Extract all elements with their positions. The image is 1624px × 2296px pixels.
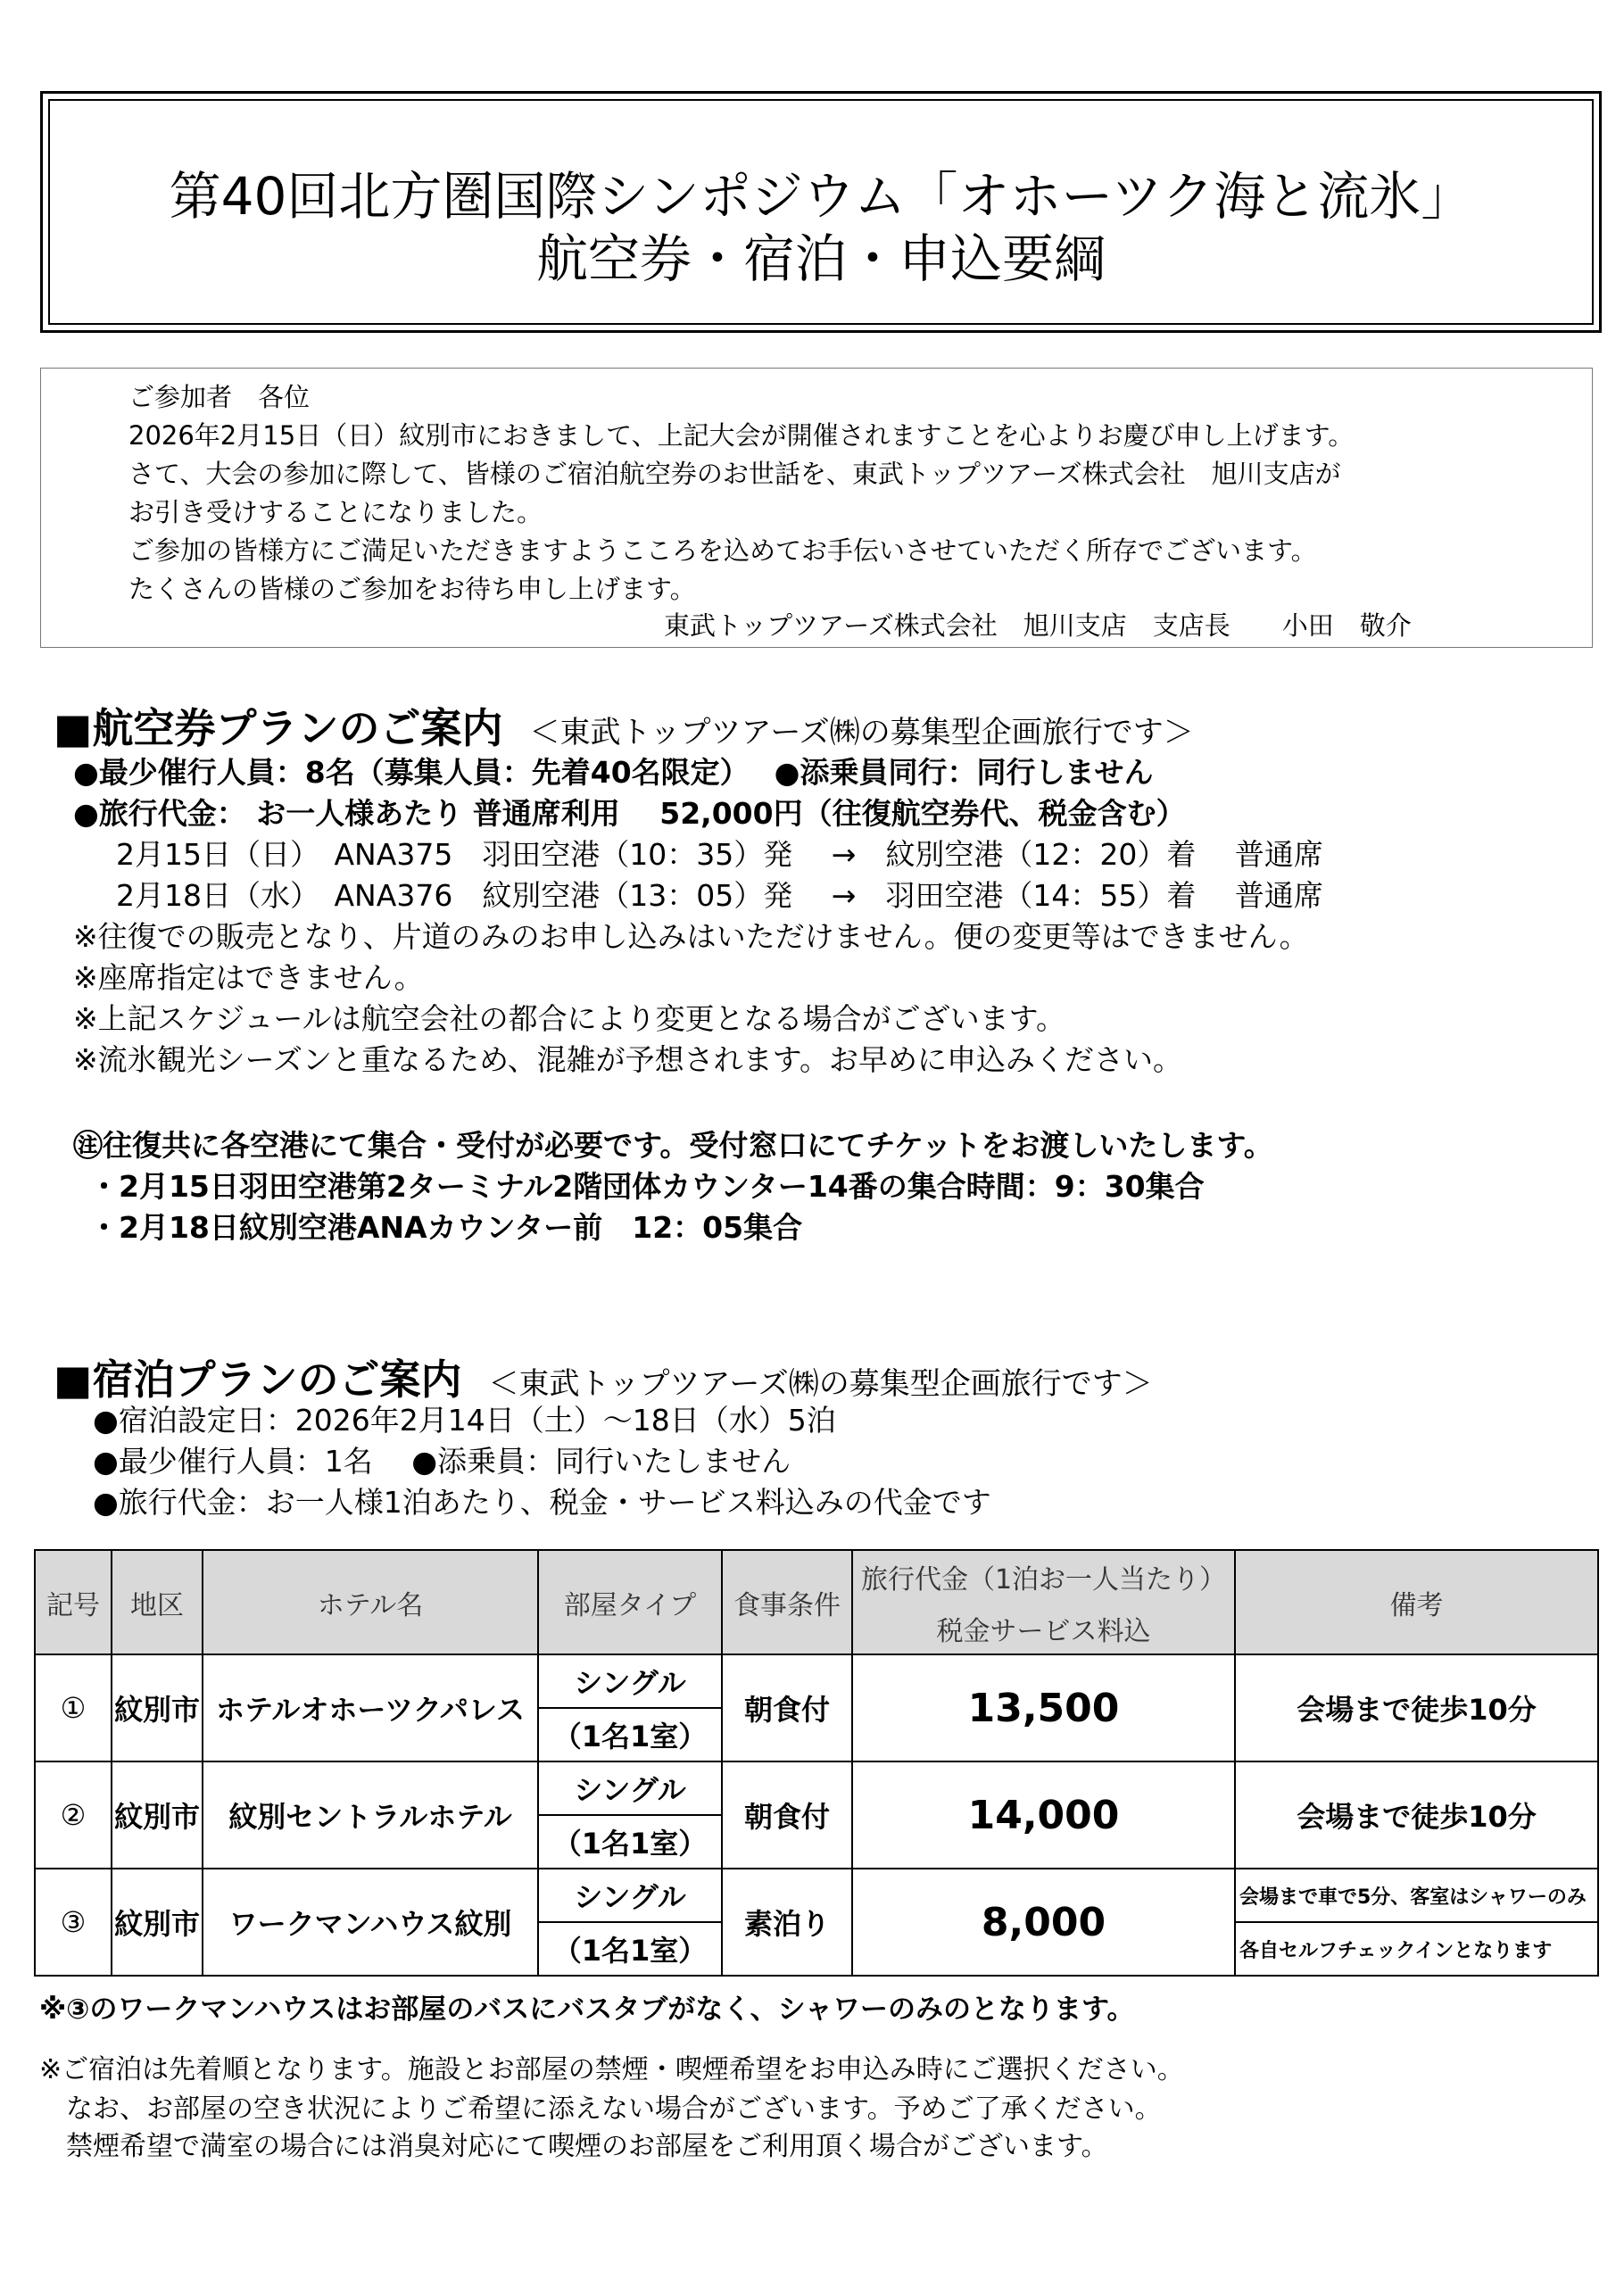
- cell-room-type: シングル: [538, 1761, 722, 1815]
- greeting-line: さて、大会の参加に際して、皆様のご宿泊航空券のお世話を、東武トップツアーズ株式会社 旭川支店が: [128, 459, 1341, 489]
- hotel-line: ●最少催行人員：1名 ●添乗員：同行いたしません: [93, 1444, 791, 1479]
- cell-price: 8,000: [852, 1869, 1235, 1976]
- meeting-line: ・2月15日羽田空港第2ターミナル2階団体カウンター14番の集合時間：9：30集合: [89, 1169, 1205, 1204]
- document-title: 第40回北方圏国際シンポジウム「オホーツク海と流氷」: [169, 166, 1473, 227]
- cell-remarks: 会場まで徒歩10分: [1235, 1654, 1598, 1761]
- air-note: ※往復での販売となり、片道のみのお申し込みはいただけません。便の変更等はできません。: [73, 919, 1309, 954]
- table-note: ※③のワークマンハウスはお部屋のバスにバスタブがなく、シャワーのみのとなります。: [39, 1993, 1135, 2026]
- header-hotel: ホテル名: [203, 1550, 538, 1654]
- cell-hotel: 紋別セントラルホテル: [203, 1761, 538, 1869]
- heading-sub: ＜東武トップツアーズ㈱の募集型企画旅行です＞: [529, 715, 1194, 750]
- greeting-line: ご参加者 各位: [128, 382, 311, 412]
- air-plan-heading: [54, 696, 1194, 755]
- document-subtitle: 航空券・宿泊・申込要綱: [535, 228, 1106, 289]
- cell-room-type: シングル: [538, 1869, 722, 1922]
- cell-meal: 素泊り: [722, 1869, 852, 1976]
- header-room: 部屋タイプ: [538, 1550, 722, 1654]
- flight-line: 2月15日（日） ANA375 羽田空港（10：35）発 → 紋別空港（12：20）着 普通席: [116, 837, 1323, 872]
- header-meal: 食事条件: [722, 1550, 852, 1654]
- air-note: ※上記スケジュールは航空会社の都合により変更となる場合がございます。: [73, 1001, 1066, 1036]
- greeting-box: [40, 368, 1593, 648]
- hotel-table: [34, 1549, 1599, 1977]
- header-price-l1: 旅行代金（1泊お一人当たり）: [860, 1563, 1227, 1596]
- title-box: [40, 91, 1602, 333]
- cell-no: ②: [35, 1761, 112, 1869]
- cell-hotel: ホテルオホーツクパレス: [203, 1654, 538, 1761]
- hotel-line: ●宿泊設定日：2026年2月14日（土）～18日（水）5泊: [93, 1403, 836, 1438]
- table-row: [35, 1654, 1598, 1708]
- footer-note: なお、お部屋の空き状況によりご希望に添えない場合がございます。予めご了承ください。: [39, 2093, 1162, 2125]
- cell-remarks: 会場まで車で5分、客室はシャワーのみ: [1235, 1869, 1598, 1922]
- signature: 東武トップツアーズ株式会社 旭川支店 支店長 小田 敬介: [664, 610, 1412, 641]
- footer-note: 禁煙希望で満室の場合には消臭対応にて喫煙のお部屋をご利用頂く場合がございます。: [39, 2131, 1108, 2162]
- cell-room-capacity: （1名1室）: [538, 1922, 722, 1976]
- important-note: ㊟往復共に各空港にて集合・受付が必要です。受付窓口にてチケットをお渡しいたします。: [73, 1128, 1273, 1163]
- cell-meal: 朝食付: [722, 1761, 852, 1869]
- cell-no: ①: [35, 1654, 112, 1761]
- cell-no: ③: [35, 1869, 112, 1976]
- air-note: ※流氷観光シーズンと重なるため、混雑が予想されます。お早めに申込みください。: [73, 1042, 1183, 1077]
- header-remarks: 備考: [1235, 1550, 1598, 1654]
- cell-area: 紋別市: [112, 1761, 203, 1869]
- air-line: ●最少催行人員：8名（募集人員：先着40名限定） ●添乗員同行：同行しません: [73, 755, 1154, 790]
- greeting-line: ご参加の皆様方にご満足いただきますようこころを込めてお手伝いさせていただく所存でございます。: [128, 535, 1317, 566]
- cell-area: 紋別市: [112, 1869, 203, 1976]
- greeting-line: 2026年2月15日（日）紋別市におきまして、上記大会が開催されますことを心よりお慶び申し上げます。: [128, 420, 1355, 451]
- table-row: [35, 1869, 1598, 1922]
- air-line: ●旅行代金： お一人様あたり 普通席利用 52,000円（往復航空券代、税金含む）: [73, 796, 1186, 831]
- cell-remarks-2: 各自セルフチェックインとなります: [1235, 1922, 1598, 1976]
- greeting-line: たくさんの皆様のご参加をお待ち申し上げます。: [128, 574, 696, 604]
- cell-price: 14,000: [852, 1761, 1235, 1869]
- meeting-line: ・2月18日紋別空港ANAカウンター前 12：05集合: [89, 1210, 803, 1245]
- cell-hotel: ワークマンハウス紋別: [203, 1869, 538, 1976]
- header-price: [852, 1550, 1235, 1654]
- table-row: [35, 1761, 1598, 1815]
- greeting-line: お引き受けすることになりました。: [128, 497, 543, 527]
- cell-room-capacity: （1名1室）: [538, 1815, 722, 1869]
- heading-text: ■航空券プランのご案内: [54, 704, 503, 752]
- header-area: 地区: [112, 1550, 203, 1654]
- cell-remarks: 会場まで徒歩10分: [1235, 1761, 1598, 1869]
- footer-note: ※ご宿泊は先着順となります。施設とお部屋の禁煙・喫煙希望をお申込み時にご選択ください。: [39, 2054, 1184, 2085]
- heading-text: ■宿泊プランのご案内: [54, 1355, 462, 1404]
- flight-line: 2月18日（水） ANA376 紋別空港（13：05）発 → 羽田空港（14：55）着 普通席: [116, 878, 1323, 913]
- cell-price: 13,500: [852, 1654, 1235, 1761]
- heading-sub: ＜東武トップツアーズ㈱の募集型企画旅行です＞: [488, 1366, 1153, 1402]
- header-no: 記号: [35, 1550, 112, 1654]
- cell-area: 紋別市: [112, 1654, 203, 1761]
- table-header: [35, 1550, 1598, 1654]
- cell-meal: 朝食付: [722, 1654, 852, 1761]
- cell-room-type: シングル: [538, 1654, 722, 1708]
- header-price-l2: 税金サービス料込: [936, 1615, 1151, 1647]
- hotel-line: ●旅行代金：お一人様1泊あたり、税金・サービス料込みの代金です: [93, 1485, 991, 1520]
- air-note: ※座席指定はできません。: [73, 960, 424, 995]
- cell-room-capacity: （1名1室）: [538, 1708, 722, 1761]
